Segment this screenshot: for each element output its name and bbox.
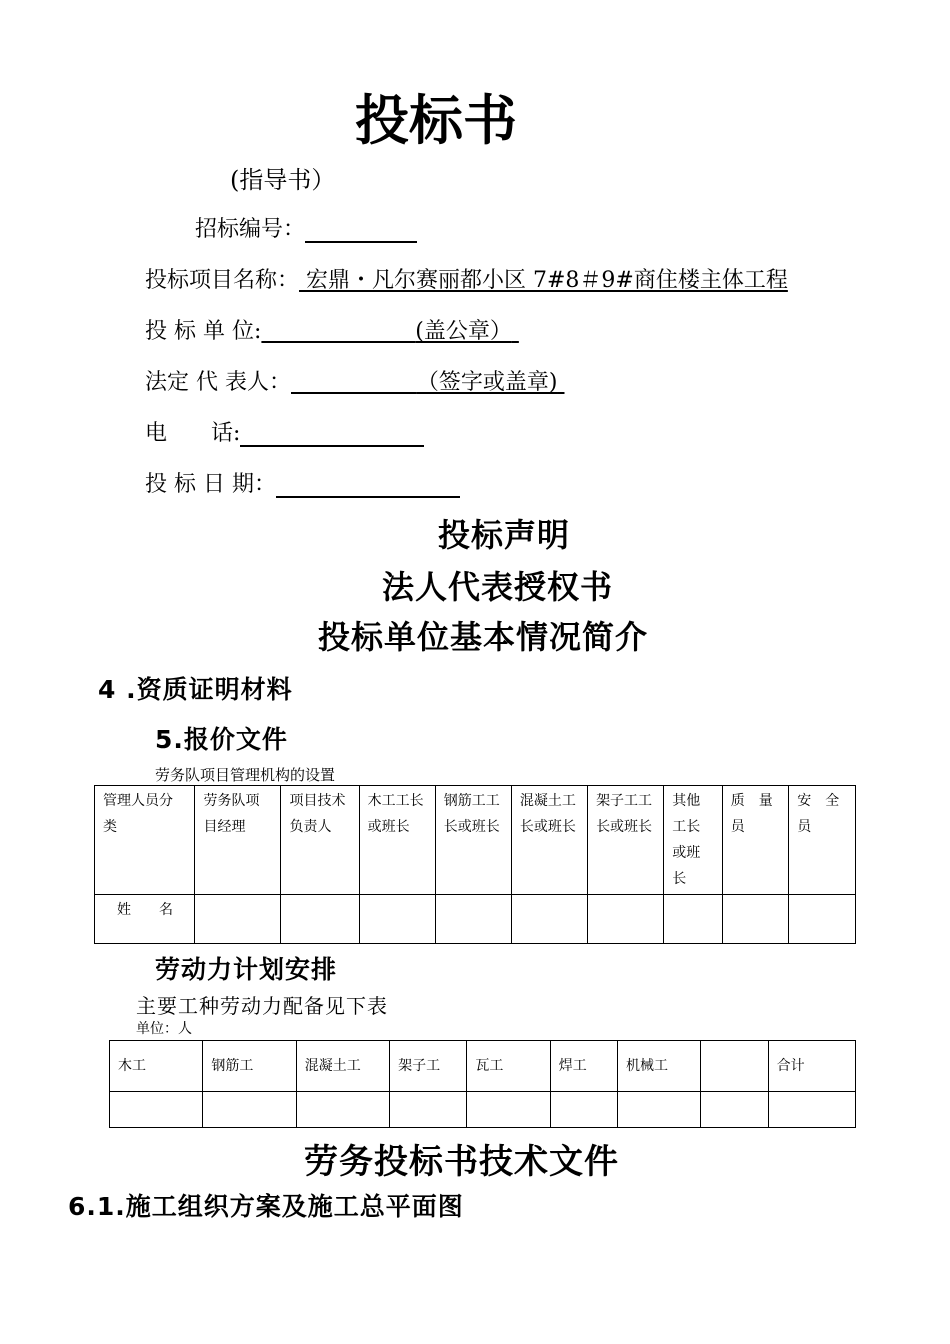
section-quotation: 5.报价文件 <box>155 725 288 754</box>
labor-header-cell: 瓦工 <box>467 1041 550 1092</box>
org-empty-cell <box>435 895 511 944</box>
bid-number-label: 招标编号： <box>195 217 306 242</box>
project-name-label: 投标项目名称： <box>145 268 300 293</box>
labor-header-row <box>110 1041 856 1092</box>
bidder-label: 投 标 单 位: <box>145 319 262 344</box>
section-bid-statement: 投标声明 <box>438 516 571 554</box>
labor-empty-cell <box>203 1092 296 1128</box>
project-name-row <box>145 263 788 294</box>
document-subtitle: (指导书） <box>230 166 336 194</box>
bid-number-row <box>195 212 417 243</box>
labor-empty-cell <box>390 1092 467 1128</box>
org-empty-cell <box>664 895 722 944</box>
org-empty-cell <box>195 895 281 944</box>
labor-data-row <box>110 1092 856 1128</box>
labor-empty-cell <box>296 1092 389 1128</box>
bid-date-label: 投 标 日 期： <box>145 472 276 497</box>
labor-empty-cell <box>701 1092 768 1128</box>
org-table-caption: 劳务队项目管理机构的设置 <box>155 766 336 784</box>
labor-header-cell <box>701 1041 768 1092</box>
labor-empty-cell <box>618 1092 701 1128</box>
section-authorization: 法人代表授权书 <box>382 568 614 606</box>
bid-date-row <box>145 467 460 498</box>
org-header-cell: 木工工长或班长 <box>359 786 435 895</box>
labor-header-cell: 架子工 <box>390 1041 467 1092</box>
org-empty-cell <box>722 895 789 944</box>
org-header-cell: 劳务队项目经理 <box>195 786 281 895</box>
org-name-label: 姓 名 <box>95 895 195 944</box>
org-header-cell: 混凝土工长或班长 <box>511 786 587 895</box>
document-title: 投标书 <box>355 89 517 152</box>
labor-header-cell: 机械工 <box>618 1041 701 1092</box>
legal-rep-note: （签字或盖章) <box>416 370 558 395</box>
labor-header-cell: 木工 <box>110 1041 203 1092</box>
bidder-blank <box>261 319 518 344</box>
labor-empty-cell <box>110 1092 203 1128</box>
section-technical-docs: 劳务投标书技术文件 <box>304 1142 619 1182</box>
org-empty-cell <box>281 895 359 944</box>
org-header-cell: 其他工长或班长 <box>664 786 722 895</box>
labor-header-cell: 合计 <box>768 1041 855 1092</box>
legal-rep-blank <box>291 370 564 395</box>
org-empty-cell <box>789 895 856 944</box>
bid-date-blank <box>276 476 460 498</box>
org-empty-cell <box>511 895 587 944</box>
phone-label: 电 话: <box>145 421 241 446</box>
section-construction-plan: 6.1.施工组织方案及施工总平面图 <box>68 1192 464 1221</box>
labor-empty-cell <box>467 1092 550 1128</box>
project-name-value: 宏鼎・凡尔赛丽都小区 7#8＃9#商住楼主体工程 <box>299 268 788 293</box>
labor-empty-cell <box>768 1092 855 1128</box>
labor-header-cell: 钢筋工 <box>203 1041 296 1092</box>
bid-number-blank <box>305 221 417 243</box>
section-company-profile: 投标单位基本情况简介 <box>318 618 649 656</box>
bidder-row <box>145 314 519 345</box>
phone-row <box>145 416 424 447</box>
org-header-cell: 质 量员 <box>722 786 789 895</box>
org-empty-cell <box>588 895 664 944</box>
org-header-cell: 钢筋工工长或班长 <box>435 786 511 895</box>
labor-header-cell: 焊工 <box>550 1041 617 1092</box>
org-header-cell: 管理人员分类 <box>95 786 195 895</box>
labor-plan-subtitle: 主要工种劳动力配备见下表 <box>136 994 388 1018</box>
section-qualifications: 4 .资质证明材料 <box>98 675 293 704</box>
labor-plan-title: 劳动力计划安排 <box>155 955 338 984</box>
labor-empty-cell <box>550 1092 617 1128</box>
org-header-cell: 架子工工长或班长 <box>588 786 664 895</box>
legal-rep-row <box>145 365 564 396</box>
org-name-row <box>95 895 856 944</box>
labor-unit: 单位：人 <box>136 1021 192 1037</box>
legal-rep-label: 法定 代 表人： <box>145 370 291 395</box>
bidder-note: (盖公章） <box>415 319 512 344</box>
org-structure-table <box>94 785 856 944</box>
org-empty-cell <box>359 895 435 944</box>
org-header-cell: 安 全员 <box>789 786 856 895</box>
labor-header-cell: 混凝土工 <box>296 1041 389 1092</box>
org-header-cell: 项目技术负责人 <box>281 786 359 895</box>
labor-table <box>109 1040 856 1128</box>
phone-blank <box>240 425 424 447</box>
org-header-row <box>95 786 856 895</box>
